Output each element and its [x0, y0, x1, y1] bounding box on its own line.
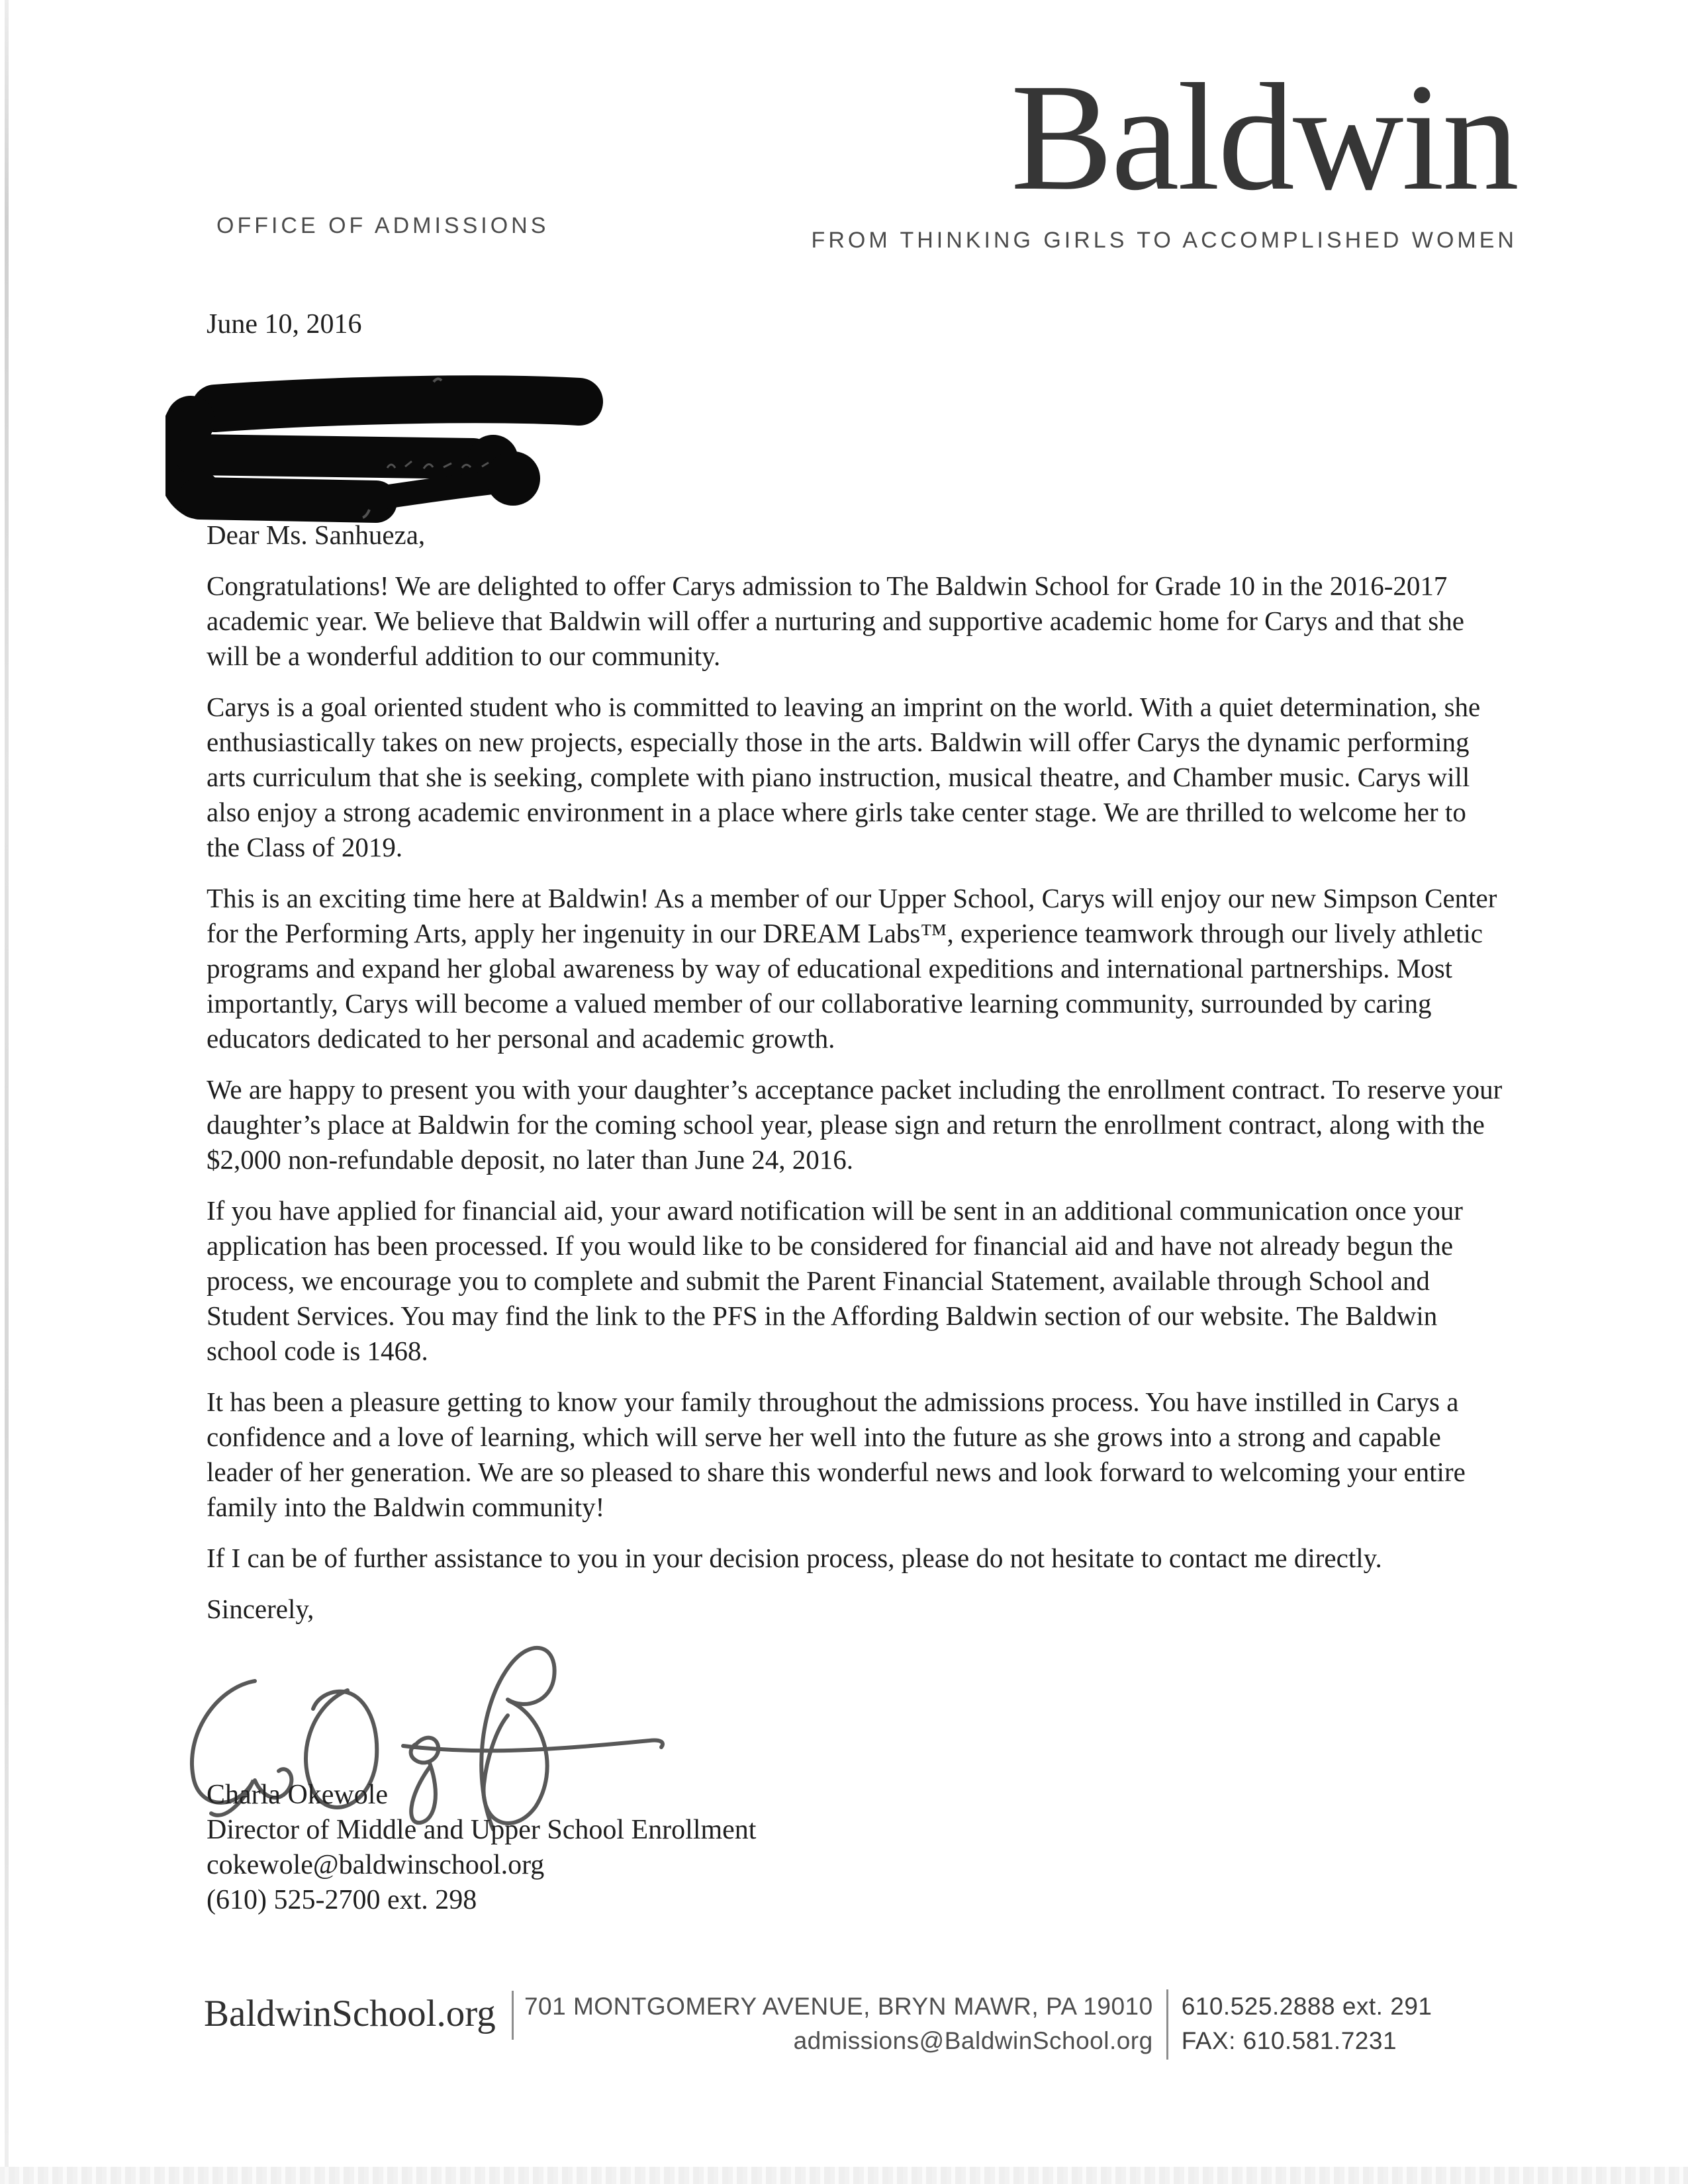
body-paragraph-2: Carys is a goal oriented student who is committed to leaving an imprint on the world. With a quiet determination, she enthusiastically takes on new projects, especially those in the arts. Baldwin will offer Carys the dynamic performing arts curriculum that she is seeking, complete with piano instruction, musical theatre, and Chamber music. Carys will also enjoy a strong academic environment in a place where girls take center stage. We are thrilled to welcome her to the Class of 2019.	[207, 692, 1481, 862]
body-paragraph-4: We are happy to present you with your daughter’s acceptance packet including the enrollment contract. To reserve your daughter’s place at Baldwin for the coming school year, please sign and return the enrollment contract, along with the $2,000 non-refundable deposit, no later than June 24, 2016.	[207, 1074, 1503, 1175]
footer-divider-1	[512, 1991, 514, 2040]
footer-email: admissions@BaldwinSchool.org	[793, 2027, 1153, 2054]
letter-body	[207, 518, 1505, 1918]
footer-phone-column	[1182, 1989, 1432, 2058]
signer-name: Charla Okewole	[207, 1780, 389, 1810]
footer	[204, 1987, 1432, 2060]
letter-date: June 10, 2016	[207, 309, 362, 340]
body-paragraph-5: If you have applied for financial aid, your award notification will be sent in an additional communication once your application has been processed. If you would like to be considered for financial aid and have not already begun the process, we encourage you to complete and submit the Parent Financial Statement, available through School and Student Services. You may find the link to the PFS in the Affording Baldwin section of our website. The Baldwin school code is 1468.	[207, 1195, 1463, 1366]
body-paragraph-1: Congratulations! We are delighted to offer Carys admission to The Baldwin School for Grade 10 in the 2016-2017 academic year. We believe that Baldwin will offer a nurturing and supportive academic home for Carys and that she will be a wonderful addition to our community.	[207, 570, 1464, 671]
signer-email: cokewole@baldwinschool.org	[207, 1850, 545, 1880]
school-tagline: FROM THINKING GIRLS TO ACCOMPLISHED WOMEN	[811, 228, 1517, 253]
redacted-address-block	[165, 374, 761, 533]
footer-fax: FAX: 610.581.7231	[1181, 2027, 1397, 2054]
scan-edge-artifact	[5, 0, 9, 2184]
footer-divider-2	[1166, 1989, 1168, 2060]
footer-site: BaldwinSchool.org	[204, 1993, 496, 2034]
baldwin-logo: Baldwin	[1010, 52, 1517, 222]
body-paragraph-6: It has been a pleasure getting to know your family throughout the admissions process. You have instilled in Carys a confidence and a love of learning, which will serve her well into the future as she grows into a strong and capable leader of her generation. We are so pleased to share this wonderful news and look forward to welcoming your entire family into the Baldwin community!	[207, 1387, 1466, 1522]
body-paragraph-7: If I can be of further assistance to you in your decision process, please do not hesitate to contact me directly.	[207, 1543, 1382, 1573]
footer-address: 701 MONTGOMERY AVENUE, BRYN MAWR, PA 19010	[524, 1993, 1153, 2020]
footer-phone: 610.525.2888 ext. 291	[1181, 1993, 1432, 2020]
signature-block	[207, 1778, 1505, 1918]
office-of-admissions-label: OFFICE OF ADMISSIONS	[216, 213, 549, 238]
footer-address-column	[524, 1989, 1153, 2058]
signer-title: Director of Middle and Upper School Enrollment	[207, 1815, 757, 1845]
body-paragraph-3: This is an exciting time here at Baldwin! As a member of our Upper School, Carys will enjoy our new Simpson Center for the Performing Arts, apply her ingenuity in our DREAM Labs™, experience teamwork through our lively athletic programs and expand her global awareness by way of educational expeditions and international partnerships. Most importantly, Carys will become a valued member of our collaborative learning community, surrounded by caring educators dedicated to her personal and academic growth.	[207, 883, 1497, 1054]
scan-noise-artifact	[0, 2167, 1688, 2184]
salutation: Dear Ms. Sanhueza,	[207, 520, 426, 550]
closing: Sincerely,	[207, 1594, 314, 1624]
signer-phone: (610) 525-2700 ext. 298	[207, 1885, 477, 1915]
